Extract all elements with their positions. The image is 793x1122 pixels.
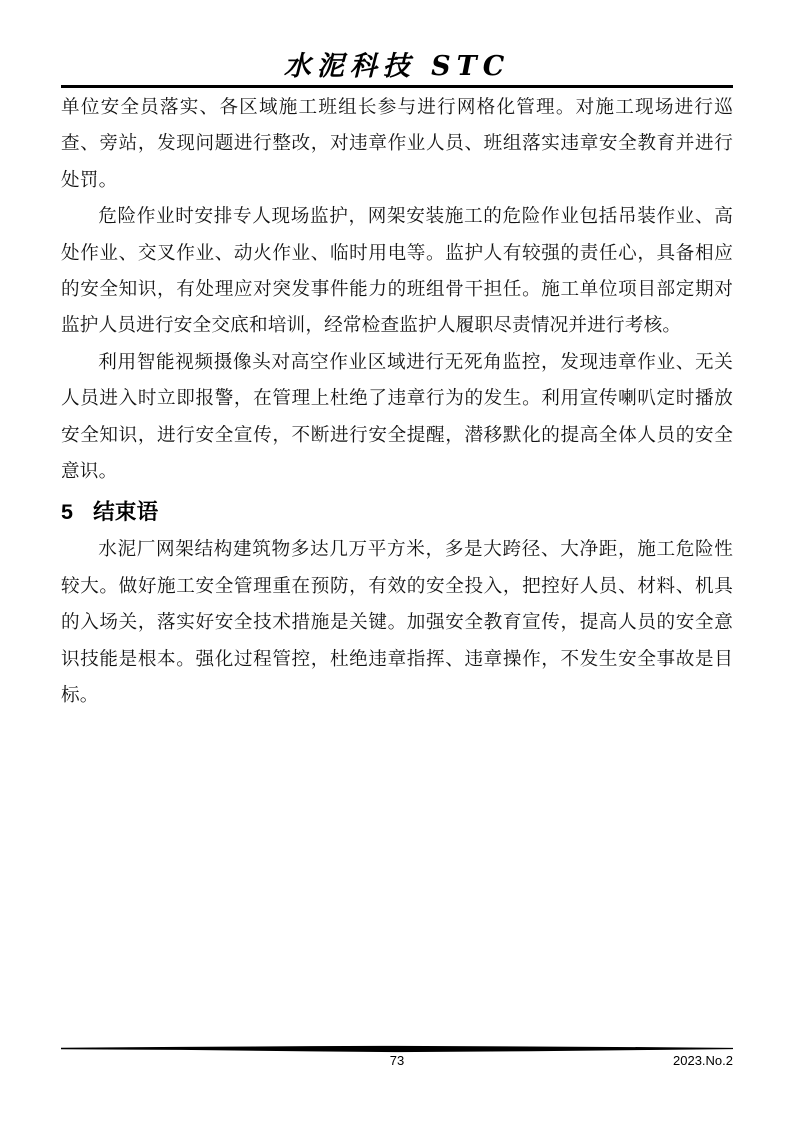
paragraph: 利用智能视频摄像头对高空作业区域进行无死角监控，发现违章作业、无关人员进入时立即报警，在管理上杜绝了违章行为的发生。利用宣传喇叭定时播放安全知识，进行安全宣传，不断进行安全提醒，潜移默化的提高全体人员的安全意识。 xyxy=(61,351,733,483)
issue-label: 2023.No.2 xyxy=(673,1053,733,1068)
page-footer xyxy=(61,1045,733,1071)
paragraph: 水泥厂网架结构建筑物多达几万平方米，多是大跨径、大净距，施工危险性较大。做好施工安全管理重在预防，有效的安全投入，把控好人员、材料、机具的入场关，落实好安全技术措施是关键。加强安全教育宣传，提高人员的安全意识技能是根本。强化过程管控，杜绝违章指挥、违章操作，不发生安全事故是目标。 xyxy=(61,539,733,707)
section-title: 结束语 xyxy=(93,500,159,525)
paragraph-continued: 单位安全员落实、各区域施工班组长参与进行网格化管理。对施工现场进行巡查、旁站，发现问题进行整改，对违章作业人员、班组落实违章安全教育并进行处罚。 xyxy=(61,97,733,191)
section-heading xyxy=(61,497,733,527)
section-number: 5 xyxy=(61,500,74,525)
page-number: 73 xyxy=(389,1053,405,1068)
journal-header xyxy=(61,44,733,83)
article-body xyxy=(61,90,733,715)
footer-rule xyxy=(61,1045,733,1053)
journal-title: 水泥科技 STC xyxy=(283,51,511,82)
paragraph: 危险作业时安排专人现场监护，网架安装施工的危险作业包括吊装作业、高处作业、交叉作业、动火作业、临时用电等。监护人有较强的责任心，具备相应的安全知识，有处理应对突发事件能力的班组骨干担任。施工单位项目部定期对监护人员进行安全交底和培训，经常检查监护人履职尽责情况并进行考核。 xyxy=(61,206,733,337)
header-rule xyxy=(61,85,733,88)
footer-row xyxy=(61,1053,733,1071)
